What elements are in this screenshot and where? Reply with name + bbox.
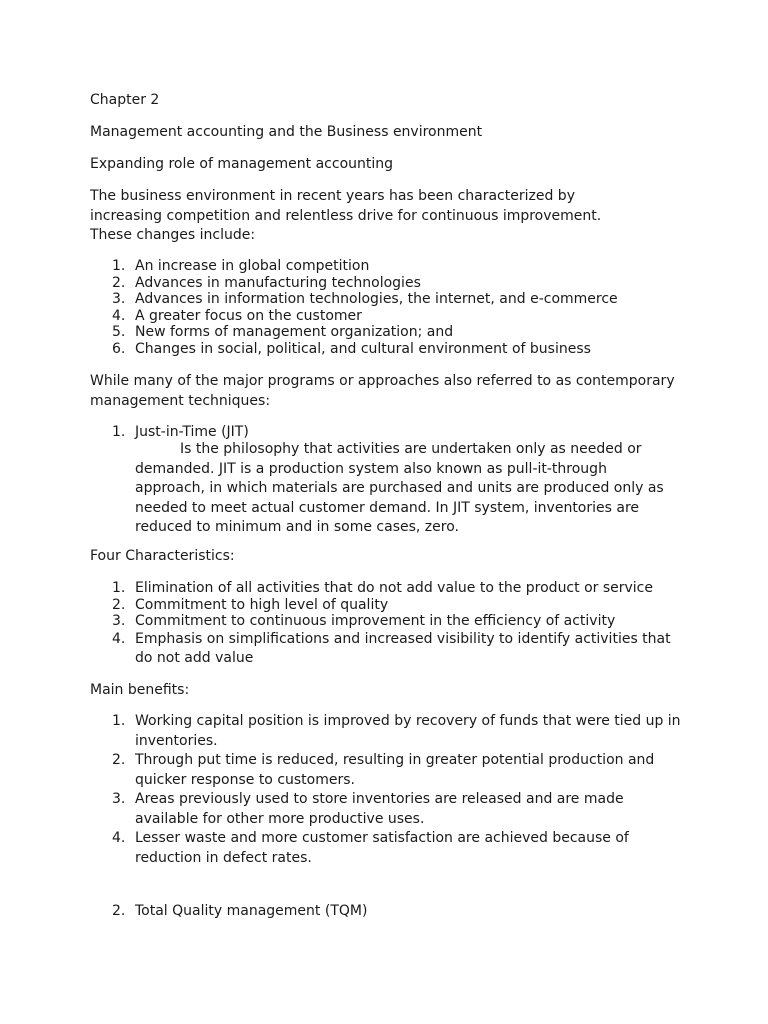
list-item-tqm: 2. Total Quality management (TQM): [112, 903, 368, 919]
list-item: 2. Advances in manufacturing technologies: [112, 274, 421, 291]
characteristics-heading: Four Characteristics:: [90, 548, 235, 564]
list-item: 3. Commitment to continuous improvement in the efficiency of activity: [112, 613, 616, 630]
techniques-list-continued: [90, 902, 690, 922]
jit-description: Is the philosophy that activities are undertaken only as needed or demanded. JIT is a production system also known as pull-it-through approach, in which materials are purchased and units are produced only as needed to meet actual customer demand. In JIT system, inventories are reduced to minimum and in some cases, zero.: [135, 441, 664, 535]
list-item: 3. Advances in information technologies, the internet, and e-commerce: [112, 291, 618, 308]
list-item: 2. Through put time is reduced, resulting in greater potential production and quicker response to customers.: [112, 752, 655, 788]
benefits-list: [90, 712, 690, 868]
document-title: Management accounting and the Business environment: [90, 124, 483, 140]
list-item: 4. Emphasis on simplifications and increased visibility to identify activities that do not add value: [112, 630, 671, 667]
list-item: 6. Changes in social, political, and cultural environment of business: [112, 340, 591, 357]
list-item: 1. An increase in global competition: [112, 258, 370, 274]
list-item-jit: 1. Just-in-Time (JIT): [112, 424, 249, 440]
list-item: 4. A greater focus on the customer: [112, 307, 362, 324]
list-item: 1. Working capital position is improved by recovery of funds that were tied up in inventories.: [112, 713, 681, 749]
list-item: 2. Commitment to high level of quality: [112, 596, 389, 613]
benefits-heading: Main benefits:: [90, 682, 190, 698]
list-item: 3. Areas previously used to store inventories are released and are made available for other more productive uses.: [112, 791, 624, 827]
changes-list: [90, 258, 690, 358]
chapter-label: Chapter 2: [90, 92, 160, 108]
techniques-paragraph: While many of the major programs or approaches also referred to as contemporary management techniques:: [90, 373, 675, 409]
list-item: 4. Lesser waste and more customer satisfaction are achieved because of reduction in defect rates.: [112, 830, 629, 866]
list-item: 1. Elimination of all activities that do not add value to the product or service: [112, 580, 653, 596]
section-heading: Expanding role of management accounting: [90, 156, 394, 172]
list-item: 5. New forms of management organization; and: [112, 324, 454, 341]
characteristics-list: [90, 580, 690, 669]
intro-paragraph: The business environment in recent years has been characterized by increasing competition and relentless drive for continuous improvement. These changes include:: [90, 188, 602, 243]
